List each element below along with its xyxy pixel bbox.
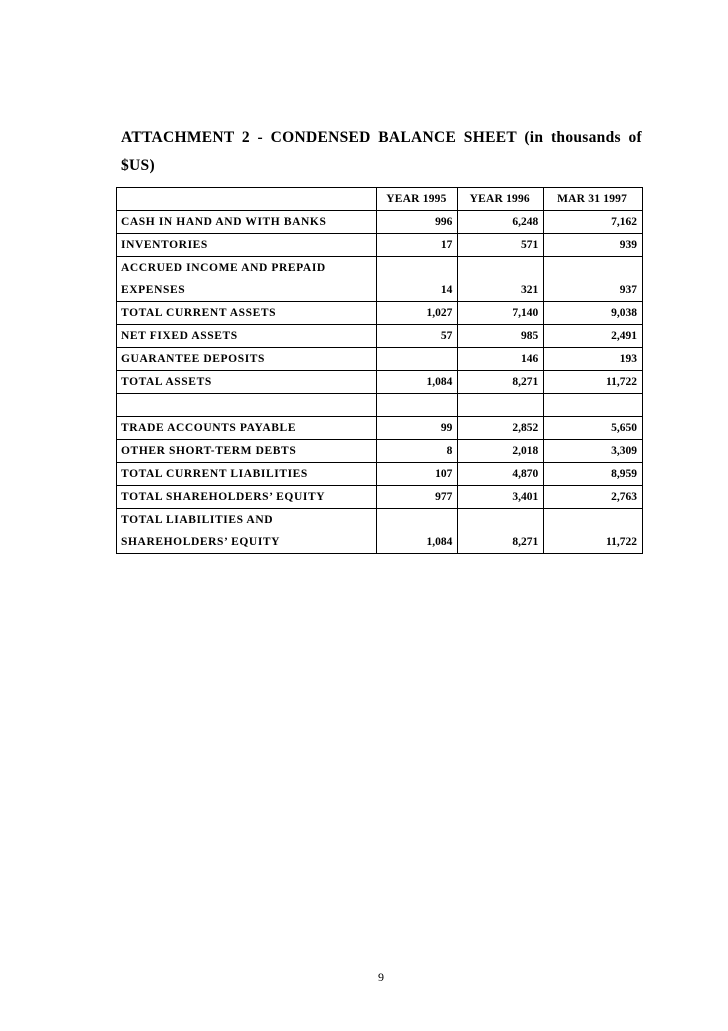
row-label (117, 348, 377, 371)
row-label (117, 509, 377, 554)
row-label (117, 486, 377, 509)
row-value-cell: 996 (377, 211, 458, 234)
row-value-cell: 2,852 (458, 417, 544, 440)
row-value-cell: 9,038 (544, 302, 643, 325)
row-value-cell: 7,162 (544, 211, 643, 234)
table-row (117, 486, 643, 509)
row-label (117, 211, 377, 234)
row-label (117, 371, 377, 394)
row-value-cell: 8,959 (544, 463, 643, 486)
table-row (117, 348, 643, 371)
row-label-line: SHAREHOLDERS’ EQUITY (121, 536, 281, 548)
row-value-cell: 571 (458, 234, 544, 257)
row-value-cell: 937 (544, 257, 643, 302)
row-label-line: EXPENSES (121, 284, 186, 296)
row-value-cell: 5,650 (544, 417, 643, 440)
table-row (117, 463, 643, 486)
table-header-row (117, 188, 643, 211)
row-value-cell: 4,870 (458, 463, 544, 486)
table-row (117, 440, 643, 463)
table-row (117, 394, 643, 417)
table-row (117, 234, 643, 257)
row-label-line: TOTAL CURRENT ASSETS (121, 307, 277, 319)
row-value-cell: 8 (377, 440, 458, 463)
row-label (117, 325, 377, 348)
row-value-cell: 1,084 (377, 371, 458, 394)
row-value-cell (544, 394, 643, 417)
row-label (117, 463, 377, 486)
row-label-line: INVENTORIES (121, 239, 208, 251)
row-value-cell: 939 (544, 234, 643, 257)
row-value-cell: 1,027 (377, 302, 458, 325)
row-value-cell: 8,271 (458, 371, 544, 394)
row-value-cell: 2,491 (544, 325, 643, 348)
table-row (117, 509, 643, 554)
row-label-line: TOTAL CURRENT LIABILITIES (121, 468, 308, 480)
row-value-cell: 11,722 (544, 509, 643, 554)
row-value-cell: 107 (377, 463, 458, 486)
row-label-line: OTHER SHORT-TERM DEBTS (121, 445, 297, 457)
row-value-cell: 7,140 (458, 302, 544, 325)
row-value-cell: 2,018 (458, 440, 544, 463)
row-label-line: NET FIXED ASSETS (121, 330, 238, 342)
row-label (117, 257, 377, 302)
header-cell-mar-31-1997: MAR 31 1997 (544, 188, 643, 211)
row-label-line: TRADE ACCOUNTS PAYABLE (121, 422, 297, 434)
table-body (117, 211, 643, 554)
row-value-cell: 977 (377, 486, 458, 509)
row-label-line (121, 394, 370, 416)
row-value-cell: 193 (544, 348, 643, 371)
row-value-cell (377, 394, 458, 417)
row-label-line: GUARANTEE DEPOSITS (121, 353, 266, 365)
row-value-cell: 2,763 (544, 486, 643, 509)
row-label (117, 394, 377, 417)
table-row (117, 325, 643, 348)
row-value-cell: 57 (377, 325, 458, 348)
table-row (117, 302, 643, 325)
document-title: ATTACHMENT 2 - CONDENSED BALANCE SHEET (in thousands of $US) (121, 129, 642, 174)
table-row (117, 417, 643, 440)
row-value-cell (377, 348, 458, 371)
row-value-cell: 14 (377, 257, 458, 302)
row-label-line: ACCRUED INCOME AND PREPAID (121, 262, 326, 274)
balance-sheet-table (116, 187, 643, 554)
row-value-cell: 1,084 (377, 509, 458, 554)
row-value-cell: 146 (458, 348, 544, 371)
row-value-cell: 8,271 (458, 509, 544, 554)
row-value-cell (458, 394, 544, 417)
row-label (117, 302, 377, 325)
row-label (117, 417, 377, 440)
row-value-cell: 985 (458, 325, 544, 348)
row-label-line: TOTAL ASSETS (121, 376, 212, 388)
row-value-cell: 17 (377, 234, 458, 257)
row-label-line: TOTAL LIABILITIES AND (121, 514, 274, 526)
table-row (117, 211, 643, 234)
row-label (117, 440, 377, 463)
header-cell-label (117, 188, 377, 211)
table-row (117, 257, 643, 302)
header-cell-year-1996: YEAR 1996 (458, 188, 544, 211)
row-label (117, 234, 377, 257)
page-number: 9 (378, 970, 384, 984)
header-cell-year-1995: YEAR 1995 (377, 188, 458, 211)
table-row (117, 371, 643, 394)
row-label-line: CASH IN HAND AND WITH BANKS (121, 216, 327, 228)
row-value-cell: 6,248 (458, 211, 544, 234)
row-value-cell: 11,722 (544, 371, 643, 394)
row-value-cell: 3,401 (458, 486, 544, 509)
row-value-cell: 99 (377, 417, 458, 440)
row-value-cell: 3,309 (544, 440, 643, 463)
row-label-line: TOTAL SHAREHOLDERS’ EQUITY (121, 491, 326, 503)
row-value-cell: 321 (458, 257, 544, 302)
